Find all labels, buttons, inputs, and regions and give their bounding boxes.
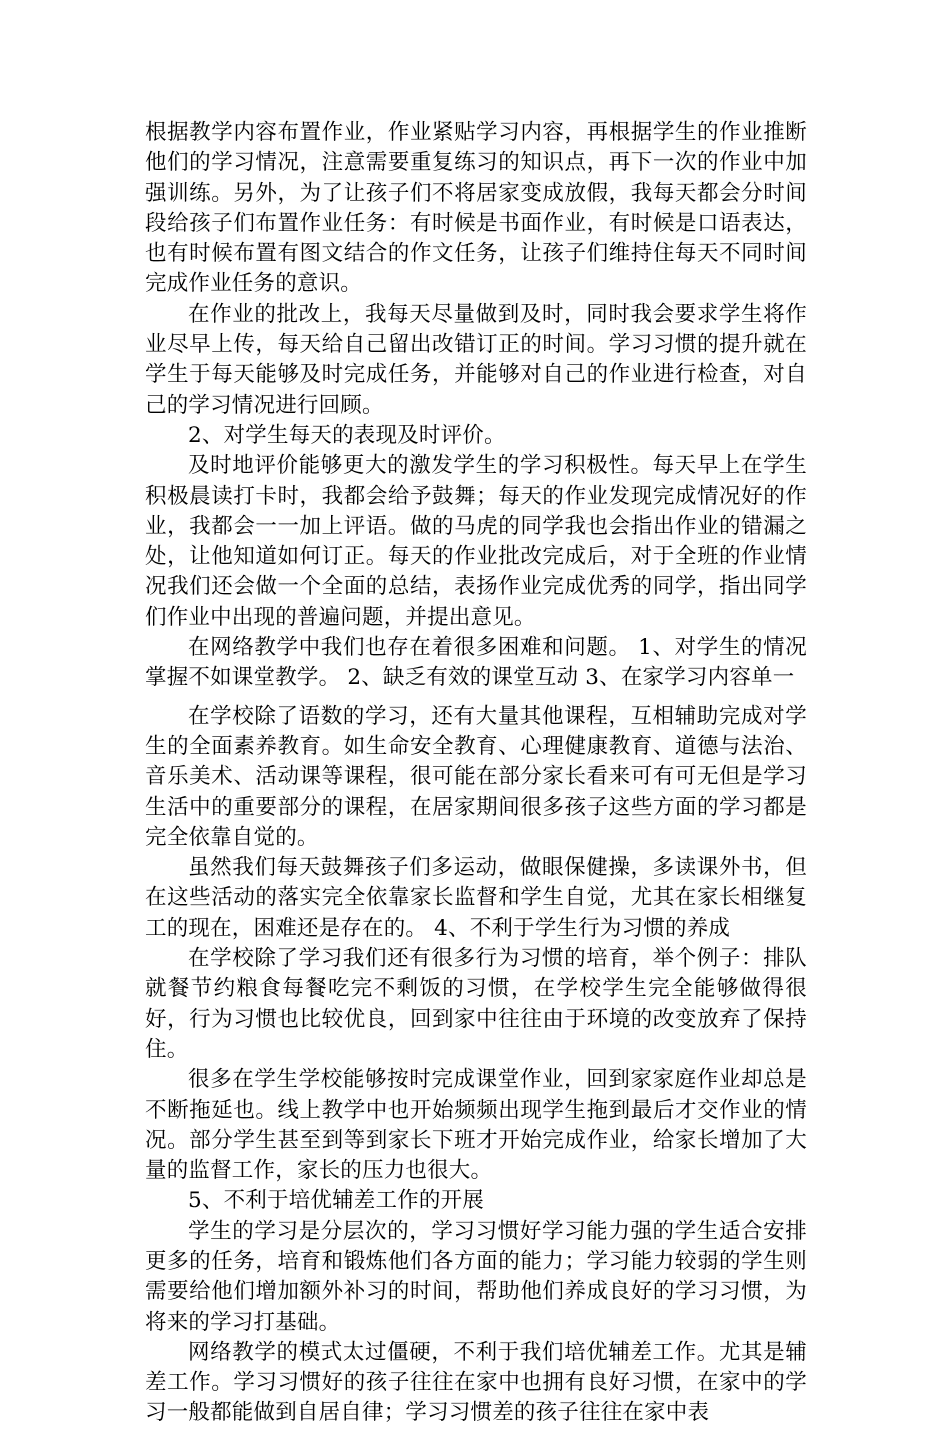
paragraph-7: 在学校除了学习我们还有很多行为习惯的培育，举个例子：排队就餐节约粮食每餐吃完不剩饭的习惯，在学校学生完全能够做得很好，行为习惯也比较优良，回到家中往往由于环境的改变放弃了保持住。 <box>145 946 807 1062</box>
paragraph-2: 在作业的批改上，我每天尽量做到及时，同时我会要求学生将作业尽早上传，每天给自己留出改错订正的时间。学习习惯的提升就在学生于每天能够及时完成任务，并能够对自己的作业进行检查，对自己的学习情况进行回顾。 <box>145 301 807 418</box>
paragraph-10: 网络教学的模式太过僵硬，不利于我们培优辅差工作。尤其是辅差工作。学习习惯好的孩子往往在家中也拥有良好习惯，在家中的学习一般都能做到自居自律；学习习惯差的孩子往往在家中表 <box>145 1339 807 1426</box>
paragraph-1: 根据教学内容布置作业，作业紧贴学习内容，再根据学生的作业推断他们的学习情况，注意需要重复练习的知识点，再下一次的作业中加强训练。另外，为了让孩子们不将居家变成放假，我每天都会分时间段给孩子们布置作业任务：有时候是书面作业，有时候是口语表达，也有时候布置有图文结合的作文任务，让孩子们维持住每天不同时间完成作业任务的意识。 <box>145 120 807 297</box>
paragraph-3: 及时地评价能够更大的激发学生的学习积极性。每天早上在学生积极晨读打卡时，我都会给予鼓舞；每天的作业发现完成情况好的作业，我都会一一加上评语。做的马虎的同学我也会指出作业的错漏之处，让他知道如何订正。每天的作业批改完成后，对于全班的作业情况我们还会做一个全面的总结，表扬作业完成优秀的同学，指出同学们作业中出现的普遍问题，并提出意见。 <box>145 453 807 630</box>
paragraph-6: 虽然我们每天鼓舞孩子们多运动，做眼保健操，多读课外书，但在这些活动的落实完全依靠家长监督和学生自觉，尤其在家长相继复工的现在，困难还是存在的。 4、不利于学生行为习惯的养成 <box>145 855 807 941</box>
section-heading-2: 2、对学生每天的表现及时评价。 <box>188 422 506 448</box>
paragraph-9: 学生的学习是分层次的，学习习惯好学习能力强的学生适合安排更多的任务，培育和锻炼他们各方面的能力；学习能力较弱的学生则需要给他们增加额外补习的时间，帮助他们养成良好的学习习惯，为将来的学习打基础。 <box>145 1218 807 1335</box>
document-body <box>145 118 807 1429</box>
section-heading-5: 5、不利于培优辅差工作的开展 <box>188 1188 484 1214</box>
paragraph-8: 很多在学生学校能够按时完成课堂作业，回到家家庭作业却总是不断拖延也。线上教学中也开始频频出现学生拖到最后才交作业的情况。部分学生甚至到等到家长下班才开始完成作业，给家长增加了大量的监督工作，家长的压力也很大。 <box>145 1067 807 1184</box>
paragraph-5: 在学校除了语数的学习，还有大量其他课程，互相辅助完成对学生的全面素养教育。如生命安全教育、心理健康教育、道德与法治、音乐美术、活动课等课程，很可能在部分家长看来可有可无但是学习生活中的重要部分的课程，在居家期间很多孩子这些方面的学习都是完全依靠自觉的。 <box>145 703 807 850</box>
paragraph-4: 在网络教学中我们也存在着很多困难和问题。 1、对学生的情况掌握不如课堂教学。 2、缺乏有效的课堂互动 3、在家学习内容单一 <box>145 635 807 691</box>
